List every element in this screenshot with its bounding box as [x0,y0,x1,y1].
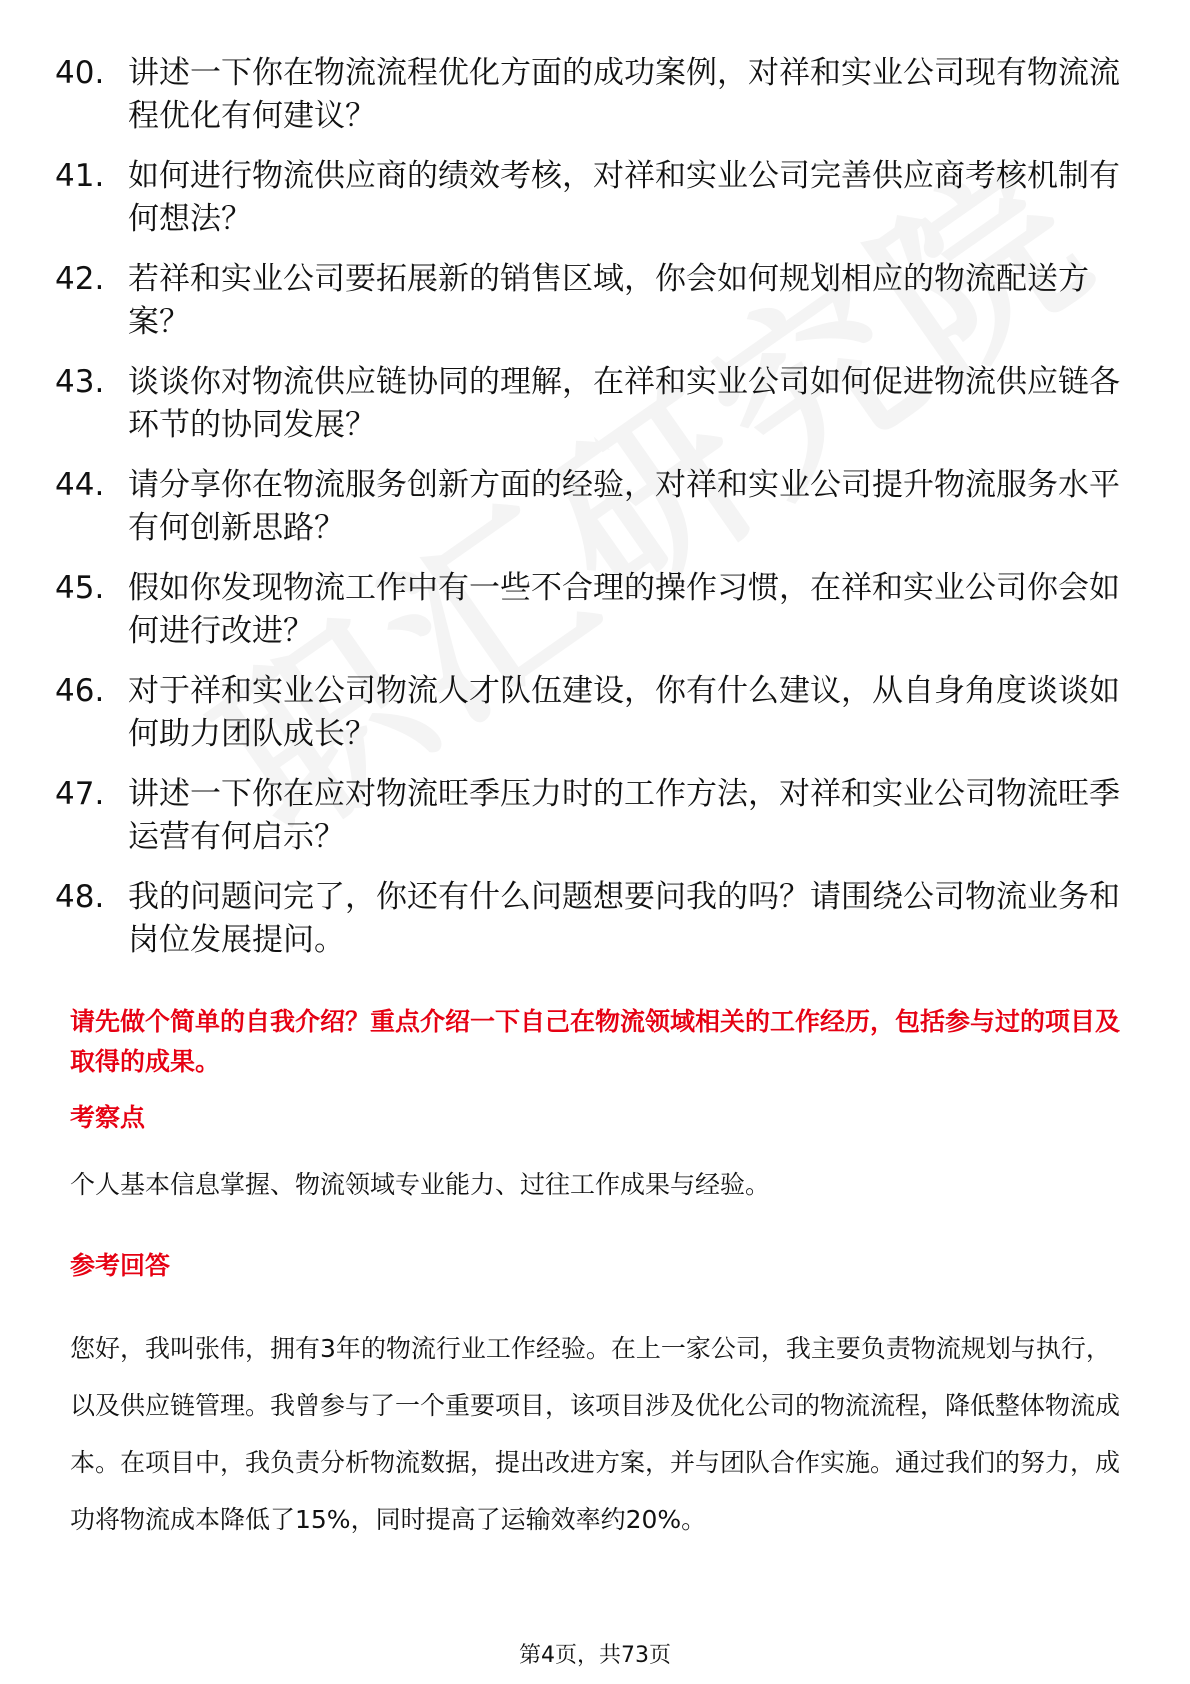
question-item [55,670,1135,756]
question-number: 42. [55,261,105,297]
question-number: 40. [55,55,105,91]
question-item [55,876,1135,962]
question-item [55,155,1135,241]
question-item [55,464,1135,550]
question-item [55,258,1135,344]
question-item [55,773,1135,859]
question-item [55,361,1135,447]
question-text: 对于祥和实业公司物流人才队伍建设，你有什么建议，从自身角度谈谈如何助力团队成长？ [128,673,1120,752]
question-number: 41. [55,158,105,194]
exam-points-body: 个人基本信息掌握、物流领域专业能力、过往工作成果与经验。 [70,1170,771,1199]
question-number: 46. [55,673,105,709]
question-number: 48. [55,879,105,915]
question-number: 43. [55,364,105,400]
question-text: 我的问题问完了，你还有什么问题想要问我的吗？请围绕公司物流业务和岗位发展提问。 [128,879,1120,958]
question-text: 请分享你在物流服务创新方面的经验，对祥和实业公司提升物流服务水平有何创新思路？ [128,467,1120,546]
question-number: 47. [55,776,105,812]
question-text: 谈谈你对物流供应链协同的理解，在祥和实业公司如何促进物流供应链各环节的协同发展？ [128,364,1120,443]
question-list [55,52,1135,979]
question-text: 假如你发现物流工作中有一些不合理的操作习惯，在祥和实业公司你会如何进行改进？ [128,570,1120,649]
question-text: 讲述一下你在应对物流旺季压力时的工作方法，对祥和实业公司物流旺季运营有何启示？ [128,776,1120,855]
question-number: 44. [55,467,105,503]
question-item [55,52,1135,138]
page-footer: 第4页，共73页 [519,1643,671,1668]
reference-answer-title: 参考回答 [70,1251,171,1280]
question-text: 若祥和实业公司要拓展新的销售区域，你会如何规划相应的物流配送方案？ [128,261,1089,340]
question-number: 45. [55,570,105,606]
reference-answer-body: 您好，我叫张伟，拥有3年的物流行业工作经验。在上一家公司，我主要负责物流规划与执行，以及供应链管理。我曾参与了一个重要项目，该项目涉及优化公司的物流流程，降低整体物流成本。在项目中，我负责分析物流数据，提出改进方案，并与团队合作实施。通过我们的努力，成功将物流成本降低了15%，同时提高了运输效率约20%。 [70,1334,1121,1534]
question-text: 如何进行物流供应商的绩效考核，对祥和实业公司完善供应商考核机制有何想法？ [128,158,1120,237]
self-intro-question: 请先做个简单的自我介绍？重点介绍一下自己在物流领域相关的工作经历，包括参与过的项目及取得的成果。 [70,1007,1121,1076]
question-item [55,567,1135,653]
exam-points-title: 考察点 [70,1103,146,1132]
question-text: 讲述一下你在物流流程优化方面的成功案例，对祥和实业公司现有物流流程优化有何建议？ [128,55,1120,134]
